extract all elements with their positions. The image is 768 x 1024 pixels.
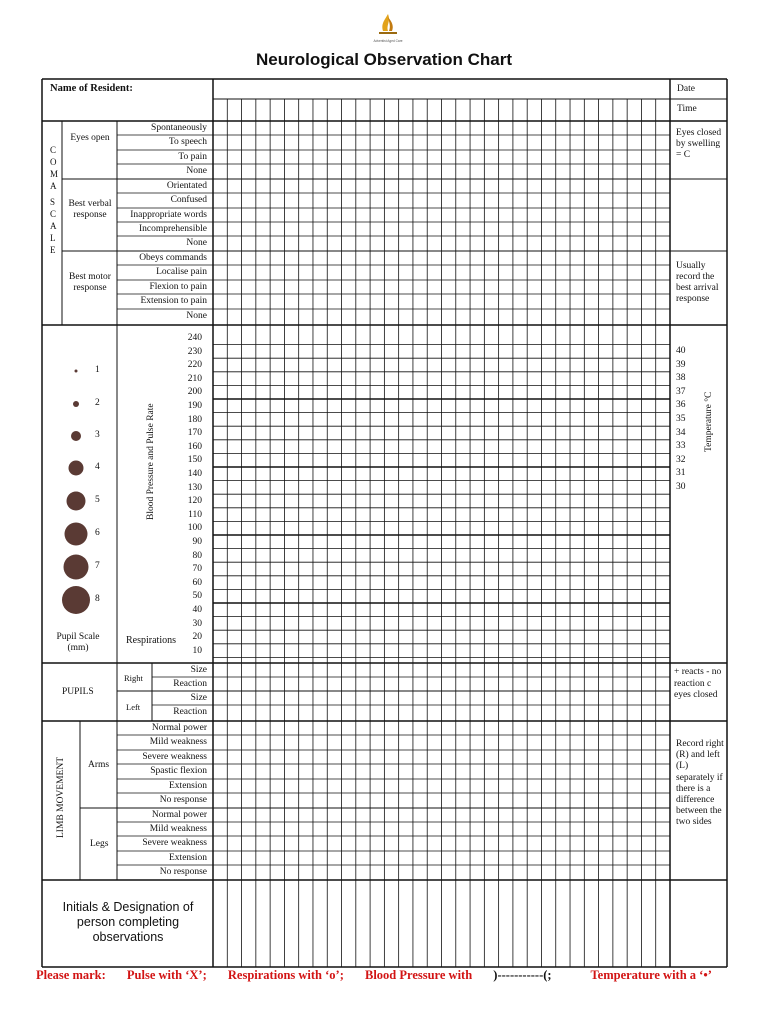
- vitals-scale-80: 80: [192, 550, 202, 561]
- pupil-size-2: 2: [95, 398, 100, 408]
- arms-option-2: Severe weakness: [142, 752, 207, 762]
- date-label: Date: [677, 84, 695, 94]
- motor-option-4: None: [186, 311, 207, 321]
- resident-name-label: Name of Resident:: [50, 83, 133, 94]
- legend-bp-symbol: )-----------(;: [493, 968, 552, 982]
- vitals-scale-180: 180: [187, 414, 202, 425]
- verbal-option-1: Confused: [170, 195, 207, 205]
- pupil-size-6-dot: [65, 523, 88, 546]
- vitals-scale-160: 160: [187, 441, 202, 452]
- temp-scale-33: 33: [676, 441, 686, 452]
- vitals-scale-40: 40: [192, 605, 202, 615]
- vitals-scale-170: 170: [187, 428, 202, 439]
- pupil-size-5-dot: [67, 492, 86, 511]
- pupil-size-8-dot: [62, 586, 90, 614]
- legend-respirations: Respirations with ‘o’;: [227, 968, 344, 982]
- verbal-option-3: Incomprehensible: [138, 224, 207, 234]
- pupil-size-4-dot: [69, 461, 84, 476]
- eyes-closed-note: Eyes closed by swelling = C: [676, 128, 722, 160]
- legend-bp: [365, 968, 570, 982]
- eyes-option-3: None: [186, 166, 207, 176]
- pupil-size-8: 8: [95, 594, 100, 604]
- legs-option-3: Extension: [169, 853, 207, 863]
- coma-scale-letter: A: [50, 221, 57, 231]
- vitals-scale-210: 210: [187, 373, 202, 384]
- coma-scale-letter: C: [50, 145, 57, 155]
- motor-response-label: Best motor response: [69, 272, 111, 293]
- vitals-scale-90: 90: [192, 537, 202, 547]
- arms-label: Arms: [88, 760, 110, 770]
- pupil-size-2-dot: [73, 401, 79, 407]
- temp-scale-40: 40: [676, 346, 686, 356]
- page-title: Neurological Observation Chart: [256, 50, 512, 69]
- verbal-response-label: Best verbal response: [68, 199, 112, 220]
- vitals-scale-190: 190: [187, 401, 202, 411]
- reaction-label: Reaction: [173, 707, 207, 717]
- pupil-size-5: 5: [95, 495, 100, 505]
- reaction-label: Reaction: [173, 679, 207, 689]
- vitals-scale-220: 220: [187, 360, 202, 371]
- pupil-size-4: 4: [95, 462, 100, 472]
- pupil-size-7: 7: [95, 561, 100, 571]
- pupil-reaction-note: + reacts - no reaction c eyes closed: [674, 667, 722, 700]
- vitals-scale-150: 150: [187, 455, 202, 466]
- legs-option-1: Mild weakness: [149, 824, 207, 834]
- legs-label: Legs: [90, 839, 109, 849]
- time-label: Time: [677, 104, 697, 114]
- vitals-scale-30: 30: [192, 618, 202, 629]
- eyes-option-1: To speech: [168, 137, 207, 147]
- temp-scale-34: 34: [676, 427, 686, 438]
- vitals-scale-50: 50: [192, 591, 202, 602]
- coma-scale-letter: L: [50, 233, 56, 243]
- arms-option-5: No response: [159, 795, 207, 805]
- coma-scale-letter: S: [50, 197, 56, 207]
- motor-option-0: Obeys commands: [139, 253, 207, 263]
- respirations-label: Respirations: [126, 635, 176, 646]
- vitals-scale-230: 230: [187, 346, 202, 357]
- pupil-size-7-dot: [64, 555, 89, 580]
- pupils-label: PUPILS: [62, 687, 94, 697]
- coma-scale-letter: A: [50, 181, 57, 191]
- legend-pulse: Pulse with ‘X’;: [126, 968, 207, 982]
- temp-scale-31: 31: [676, 468, 686, 479]
- legs-option-2: Severe weakness: [142, 838, 207, 848]
- vitals-scale-240: 240: [187, 333, 202, 343]
- limb-record-note: Record right (R) and left (L) separately if there is a difference between the two sides: [676, 739, 724, 828]
- temp-scale-32: 32: [676, 454, 686, 465]
- coma-scale-letter: O: [50, 157, 57, 167]
- logo-caption: Adventist Aged Care: [373, 39, 403, 43]
- pupil-right-label: Right: [124, 673, 143, 683]
- temp-scale-39: 39: [676, 359, 686, 370]
- limb-movement-label: LIMB MOVEMENT: [56, 756, 66, 838]
- motor-option-1: Localise pain: [156, 267, 207, 277]
- pupil-size-1: 1: [95, 365, 100, 375]
- vitals-scale-10: 10: [192, 645, 202, 656]
- eyes-option-2: To pain: [178, 152, 207, 162]
- vitals-scale-70: 70: [192, 564, 202, 575]
- pupil-size-1-dot: [75, 370, 78, 373]
- temp-scale-35: 35: [676, 414, 686, 424]
- legend-prefix: Please mark:: [36, 968, 106, 982]
- verbal-option-4: None: [186, 238, 207, 248]
- temp-scale-37: 37: [676, 386, 686, 397]
- verbal-option-2: Inappropriate words: [130, 210, 207, 220]
- pupil-size-3-dot: [71, 431, 81, 441]
- vitals-scale-20: 20: [192, 632, 202, 643]
- motor-response-note: Usually record the best arrival response: [676, 261, 719, 304]
- legend-temperature: Temperature with a ‘•’: [590, 968, 712, 982]
- size-label: Size: [190, 665, 207, 675]
- pupil-scale-label: Pupil Scale (mm): [56, 632, 100, 653]
- eyes-option-0: Spontaneously: [151, 123, 207, 133]
- coma-scale-letter: C: [50, 209, 57, 219]
- size-label: Size: [190, 693, 207, 703]
- legend-instructions: [36, 968, 730, 983]
- legs-option-4: No response: [159, 867, 207, 877]
- vitals-scale-110: 110: [188, 509, 202, 520]
- vitals-scale-60: 60: [192, 577, 202, 588]
- arms-option-4: Extension: [169, 781, 207, 791]
- vitals-scale-130: 130: [187, 482, 202, 493]
- temperature-axis-label: Temperature °C: [704, 391, 714, 452]
- arms-option-0: Normal power: [151, 723, 207, 733]
- initials-designation-label: Initials & Designation of person completing observations: [62, 900, 194, 944]
- vitals-scale-100: 100: [187, 523, 202, 534]
- coma-scale-letter: E: [50, 245, 56, 255]
- pupil-size-6: 6: [95, 528, 100, 538]
- bp-pulse-axis-label: Blood Pressure and Pulse Rate: [146, 403, 156, 520]
- pupil-left-label: Left: [126, 702, 141, 712]
- legs-option-0: Normal power: [151, 810, 207, 820]
- temp-scale-36: 36: [676, 400, 686, 411]
- verbal-option-0: Orientated: [166, 181, 207, 191]
- legend-bp-label: Blood Pressure with: [364, 968, 473, 982]
- vitals-scale-200: 200: [187, 387, 202, 398]
- pupil-size-3: 3: [95, 430, 100, 440]
- temp-scale-30: 30: [676, 482, 686, 492]
- arms-option-3: Spastic flexion: [150, 766, 207, 776]
- temp-scale-38: 38: [676, 373, 686, 384]
- coma-scale-letter: M: [50, 169, 59, 179]
- motor-option-2: Flexion to pain: [149, 282, 207, 292]
- eyes-open-label: Eyes open: [70, 133, 110, 143]
- motor-option-3: Extension to pain: [140, 296, 207, 306]
- arms-option-1: Mild weakness: [149, 737, 207, 747]
- vitals-scale-120: 120: [187, 496, 202, 507]
- vitals-scale-140: 140: [187, 469, 202, 479]
